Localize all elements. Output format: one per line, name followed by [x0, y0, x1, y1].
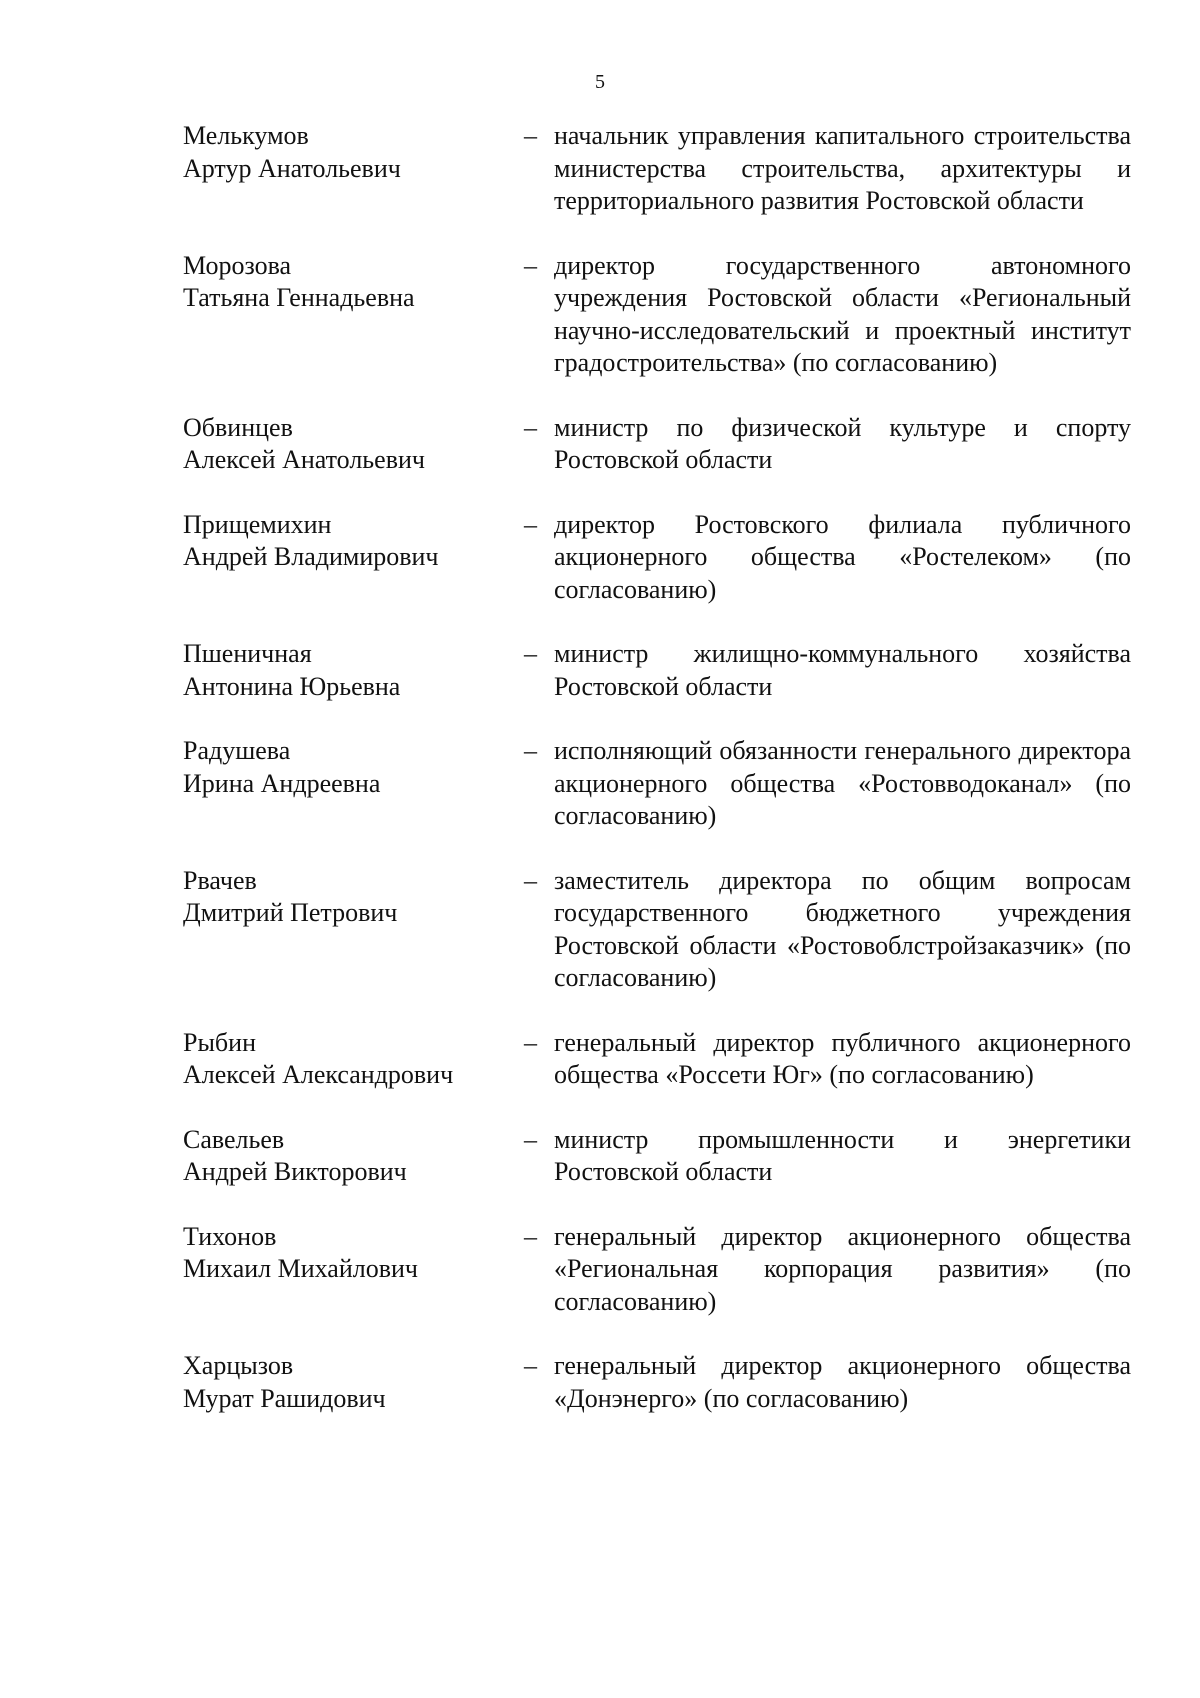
member-given-names: Татьяна Геннадьевна — [183, 283, 415, 312]
member-surname: Мелькумов — [183, 121, 309, 150]
member-position: исполняющий обязанности генерального директора акционерного общества «Ростовводоканал» (по согласованию) — [554, 736, 1131, 830]
member-position: генеральный директор акционерного общества «Донэнерго» (по согласованию) — [554, 1351, 1131, 1413]
dash-separator: – — [524, 121, 537, 150]
member-given-names: Алексей Александрович — [183, 1060, 454, 1089]
member-list — [183, 120, 1131, 1415]
member-given-names: Ирина Андреевна — [183, 768, 381, 798]
member-name — [183, 1027, 524, 1092]
member-position: генеральный директор акционерного общества «Региональная корпорация развития» (по согласованию) — [554, 1221, 1131, 1316]
member-surname: Радушева — [183, 736, 291, 765]
member-name — [183, 1350, 524, 1415]
member-entry — [183, 412, 1131, 477]
member-entry — [183, 509, 1131, 607]
member-entry — [183, 638, 1131, 703]
dash-separator: – — [524, 736, 537, 765]
member-name — [183, 865, 524, 930]
member-given-names: Андрей Владимирович — [183, 542, 439, 571]
member-given-names: Андрей Викторович — [183, 1157, 407, 1186]
member-position: директор Ростовского филиала публичного акционерного общества «Ростелеком» (по согласованию) — [554, 509, 1131, 604]
member-position: директор государственного автономного учреждения Ростовской области «Региональный научно-исследовательский и проектный институт градостроительства» (по согласованию) — [554, 250, 1131, 377]
member-position: генеральный директор публичного акционерного общества «Россети Юг» (по согласованию) — [554, 1027, 1131, 1089]
member-entry — [183, 735, 1131, 833]
member-position: министр по физической культуре и спорту Ростовской области — [554, 412, 1131, 474]
member-surname: Харцызов — [183, 1351, 294, 1380]
member-surname: Тихонов — [183, 1221, 277, 1251]
member-entry — [183, 250, 1131, 380]
dash-separator: – — [524, 639, 537, 668]
member-name — [183, 1124, 524, 1189]
member-position: министр промышленности и энергетики Ростовской области — [554, 1124, 1131, 1186]
member-entry — [183, 120, 1131, 218]
member-position: министр жилищно-коммунального хозяйства Ростовской области — [554, 639, 1131, 701]
dash-separator: – — [524, 1221, 537, 1251]
dash-separator: – — [524, 412, 537, 442]
dash-separator: – — [524, 1124, 537, 1154]
dash-separator: – — [524, 250, 537, 280]
dash-separator: – — [524, 1351, 537, 1380]
member-surname: Пшеничная — [183, 639, 312, 668]
member-entry — [183, 1124, 1131, 1189]
member-surname: Савельев — [183, 1124, 285, 1154]
member-name — [183, 120, 524, 185]
member-entry — [183, 1221, 1131, 1319]
member-name — [183, 638, 524, 703]
member-entry — [183, 865, 1131, 995]
dash-separator: – — [524, 509, 537, 539]
member-surname: Морозова — [183, 250, 292, 280]
dash-separator: – — [524, 865, 537, 895]
member-surname: Рвачев — [183, 865, 257, 895]
member-name — [183, 1221, 524, 1286]
member-name — [183, 250, 524, 315]
member-given-names: Дмитрий Петрович — [183, 898, 398, 927]
member-entry — [183, 1027, 1131, 1092]
dash-separator: – — [524, 1027, 537, 1057]
member-name — [183, 412, 524, 477]
member-given-names: Мурат Рашидович — [183, 1383, 386, 1413]
member-position: начальник управления капитального строительства министерства строительства, архитектуры и территориального развития Ростовской области — [554, 121, 1131, 215]
member-name — [183, 509, 524, 574]
member-given-names: Артур Анатольевич — [183, 153, 401, 183]
member-given-names: Алексей Анатольевич — [183, 445, 425, 474]
member-name — [183, 735, 524, 800]
member-entry — [183, 1350, 1131, 1415]
member-surname: Прищемихин — [183, 509, 332, 539]
member-given-names: Антонина Юрьевна — [183, 671, 401, 701]
member-position: заместитель директора по общим вопросам государственного бюджетного учреждения Ростовской области «Ростовоблстройзаказчик» (по согласованию) — [554, 865, 1131, 992]
member-surname: Обвинцев — [183, 412, 293, 442]
member-given-names: Михаил Михайлович — [183, 1254, 419, 1283]
member-surname: Рыбин — [183, 1027, 256, 1057]
page-number: 5 — [595, 71, 605, 93]
